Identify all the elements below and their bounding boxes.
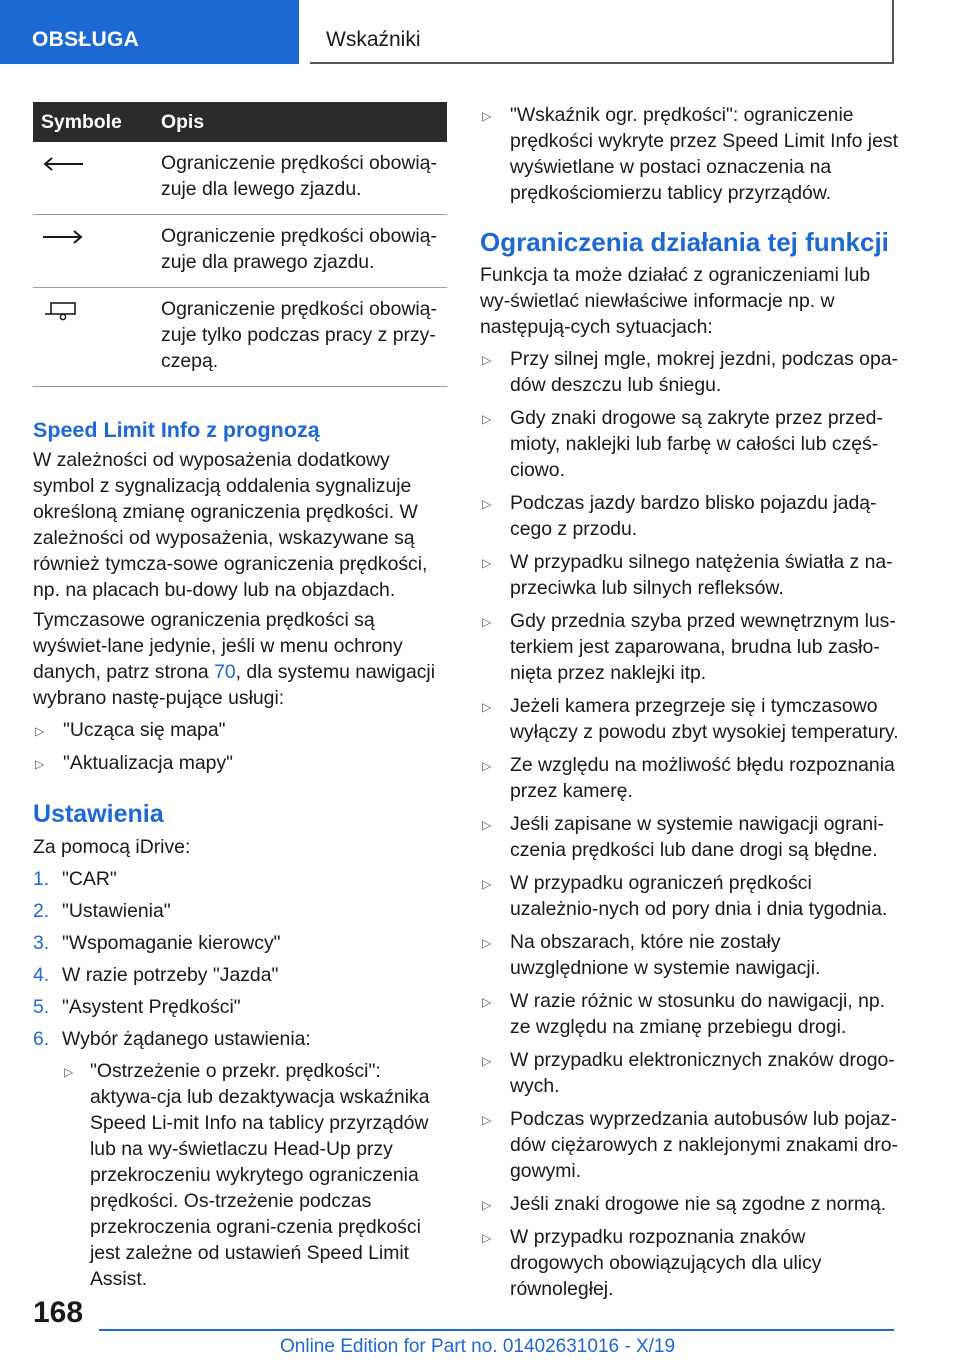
limitations-list — [480, 346, 900, 1302]
table-row — [33, 288, 447, 387]
triangle-bullet-icon: ▷ — [482, 109, 492, 123]
step-number: 4. — [33, 964, 50, 986]
step-text: "Ustawienia" — [62, 900, 171, 922]
triangle-bullet-icon: ▷ — [482, 1231, 492, 1245]
table-header-symbols: Symbole — [33, 102, 161, 142]
table-header-description: Opis — [161, 102, 447, 142]
step-number: 5. — [33, 996, 50, 1018]
list-item — [480, 1224, 900, 1302]
arrow-left-icon — [41, 155, 85, 173]
triangle-bullet-icon: ▷ — [482, 556, 492, 570]
list-item — [480, 870, 900, 922]
step-text: "Wspomaganie kierowcy" — [62, 932, 281, 954]
step-item — [33, 1026, 447, 1292]
table-cell-symbol — [33, 142, 161, 215]
speed-limit-paragraph: W zależności od wyposażenia dodatkowy symbol z sygnalizacją oddalenia sygnalizuje określoną zmianę ograniczenia prędkości. W zależności od wyposażenia, wskazywane są również tymcza‐sowe ograniczenia prędkości, np. na placach bu‐dowy lub na objazdach. — [33, 449, 428, 601]
table-cell-symbol — [33, 215, 161, 288]
table-row — [33, 142, 447, 215]
chapter-header — [310, 0, 894, 64]
speed-limit-heading: Speed Limit Info z prognozą — [33, 418, 320, 442]
triangle-bullet-icon: ▷ — [35, 724, 45, 738]
option-item — [62, 1058, 447, 1292]
limitations-heading: Ograniczenia działania tej funkcji — [480, 227, 889, 257]
list-item-text: "Ucząca się mapa" — [63, 719, 226, 741]
settings-heading: Ustawienia — [33, 800, 164, 828]
right-column — [480, 102, 900, 1309]
settings-options — [62, 1058, 447, 1292]
step-item — [33, 866, 447, 892]
list-item — [480, 346, 900, 398]
footer-divider — [99, 1329, 894, 1331]
list-item-text: W razie różnic w stosunku do nawigacji, np. ze względu na zmianę przebiegu drogi. — [510, 990, 886, 1038]
list-item — [480, 490, 900, 542]
table-cell-description: Ograniczenie prędkości obowią‐zuje dla lewego zjazdu. — [161, 142, 447, 215]
list-item-text: Jeśli znaki drogowe nie są zgodne z normą. — [510, 1193, 887, 1215]
triangle-bullet-icon: ▷ — [482, 1198, 492, 1212]
triangle-bullet-icon: ▷ — [482, 995, 492, 1009]
step-text: Wybór żądanego ustawienia: — [62, 1028, 311, 1050]
section-label: OBSŁUGA — [32, 28, 140, 51]
list-item-text: Podczas wyprzedzania autobusów lub pojaz‐dów ciężarowych z naklejonymi znakami dro‐gowymi. — [510, 1108, 898, 1182]
settings-steps — [33, 866, 447, 1292]
triangle-bullet-icon: ▷ — [482, 412, 492, 426]
option-text: "Wskaźnik ogr. prędkości": ograniczenie prędkości wykryte przez Speed Limit Info jest wyświetlane w postaci oznaczenia na prędkościomierzu tablicy przyrządów. — [510, 104, 898, 204]
settings-options-continued — [480, 102, 900, 206]
list-item-text: W przypadku rozpoznania znaków drogowych obowiązujących dla ulicy równoległej. — [510, 1226, 822, 1300]
list-item — [480, 549, 900, 601]
list-item-text: Jeżeli kamera przegrzeje się i tymczasowo wyłączy z powodu zbyt wysokiej temperatury. — [510, 695, 899, 743]
list-item-text: "Aktualizacja mapy" — [63, 752, 234, 774]
list-item-text: Na obszarach, które nie zostały uwzględnione w systemie nawigacji. — [510, 931, 821, 979]
table-cell-description: Ograniczenie prędkości obowią‐zuje tylko podczas pracy z przy‐czepą. — [161, 288, 447, 387]
step-item — [33, 994, 447, 1020]
triangle-bullet-icon: ▷ — [482, 1054, 492, 1068]
limitations-intro: Funkcja ta może działać z ograniczeniami lub wy‐świetlać niewłaściwe informacje np. w następują‐cych sytuacjach: — [480, 264, 871, 338]
list-item-text: Przy silnej mgle, mokrej jezdni, podczas opa‐dów deszczu lub śniegu. — [510, 348, 898, 396]
triangle-bullet-icon: ▷ — [482, 353, 492, 367]
table-cell-description: Ograniczenie prędkości obowią‐zuje dla prawego zjazdu. — [161, 215, 447, 288]
step-number: 2. — [33, 900, 50, 922]
step-number: 1. — [33, 868, 50, 890]
table-row — [33, 215, 447, 288]
list-item — [480, 693, 900, 745]
list-item — [33, 717, 447, 743]
symbols-table — [33, 102, 447, 387]
list-item — [480, 1106, 900, 1184]
trailer-icon — [41, 300, 85, 322]
list-item — [480, 811, 900, 863]
triangle-bullet-icon: ▷ — [482, 497, 492, 511]
list-item — [480, 988, 900, 1040]
triangle-bullet-icon: ▷ — [482, 877, 492, 891]
triangle-bullet-icon: ▷ — [482, 759, 492, 773]
list-item — [33, 750, 447, 776]
triangle-bullet-icon: ▷ — [482, 700, 492, 714]
page-number: 168 — [33, 1296, 84, 1329]
speed-limit-paragraph-2 — [33, 607, 447, 711]
paragraph-text: Tymczasowe ograniczenia prędkości są wyświet‐lane jedynie, jeśli w menu ochrony danych, patrz strona — [33, 609, 403, 683]
option-text: "Ostrzeżenie o przekr. prędkości": aktywa‐cja lub dezaktywacja wskaźnika Speed Li‐mit Info na tablicy przyrządów lub na wy‐świetlaczu Head-Up przy przekroczeniu wykrytego ograniczenia prędkości. Os‐trzeżenie podczas przekroczenia ograni‐czenia prędkości jest zależne od ustawień Speed Limit Assist. — [90, 1060, 430, 1290]
chapter-title: Wskaźniki — [326, 28, 421, 51]
triangle-bullet-icon: ▷ — [64, 1065, 74, 1079]
list-item-text: W przypadku ograniczeń prędkości uzależnio‐nych od pory dnia i dnia tygodnia. — [510, 872, 888, 920]
list-item — [480, 405, 900, 483]
step-item — [33, 962, 447, 988]
step-text: "CAR" — [62, 868, 117, 890]
list-item-text: W przypadku elektronicznych znaków drogo‐wych. — [510, 1049, 895, 1097]
list-item-text: Ze względu na możliwość błędu rozpoznania przez kamerę. — [510, 754, 895, 802]
step-text: W razie potrzeby "Jazda" — [62, 964, 279, 986]
list-item — [480, 1191, 900, 1217]
triangle-bullet-icon: ▷ — [482, 936, 492, 950]
step-number: 6. — [33, 1028, 50, 1050]
page-link[interactable]: 70 — [214, 661, 236, 683]
list-item — [480, 608, 900, 686]
paragraph-text: , dla systemu nawigacji wybrano nastę‐pujące usługi: — [33, 661, 436, 709]
triangle-bullet-icon: ▷ — [482, 615, 492, 629]
step-number: 3. — [33, 932, 50, 954]
settings-intro: Za pomocą iDrive: — [33, 836, 191, 858]
option-item — [480, 102, 900, 206]
list-item-text: Gdy znaki drogowe są zakryte przez przed‐mioty, naklejki lub farbę w całości lub częś‐ciowo. — [510, 407, 883, 481]
table-header-row — [33, 102, 447, 142]
triangle-bullet-icon: ▷ — [482, 818, 492, 832]
table-cell-symbol — [33, 288, 161, 387]
list-item-text: Jeśli zapisane w systemie nawigacji ograni‐czenia prędkości lub dane drogi są błędne. — [510, 813, 884, 861]
arrow-right-icon — [41, 228, 85, 246]
triangle-bullet-icon: ▷ — [482, 1113, 492, 1127]
list-item-text: Gdy przednia szyba przed wewnętrznym lus‐terkiem jest zaparowana, brudna lub zasło‐nięta przez naklejki itp. — [510, 610, 896, 684]
list-item — [480, 929, 900, 981]
section-tab — [0, 0, 299, 64]
list-item — [480, 752, 900, 804]
list-item-text: Podczas jazdy bardzo blisko pojazdu jadą‐cego z przodu. — [510, 492, 877, 540]
list-item-text: W przypadku silnego natężenia światła z na‐przeciwka lub silnych refleksów. — [510, 551, 893, 599]
step-item — [33, 930, 447, 956]
step-item — [33, 898, 447, 924]
footer-edition: Online Edition for Part no. 01402631016 - X/19 — [280, 1336, 676, 1357]
list-item — [480, 1047, 900, 1099]
triangle-bullet-icon: ▷ — [35, 757, 45, 771]
services-list — [33, 717, 447, 776]
left-column — [33, 102, 447, 1298]
step-text: "Asystent Prędkości" — [62, 996, 241, 1018]
